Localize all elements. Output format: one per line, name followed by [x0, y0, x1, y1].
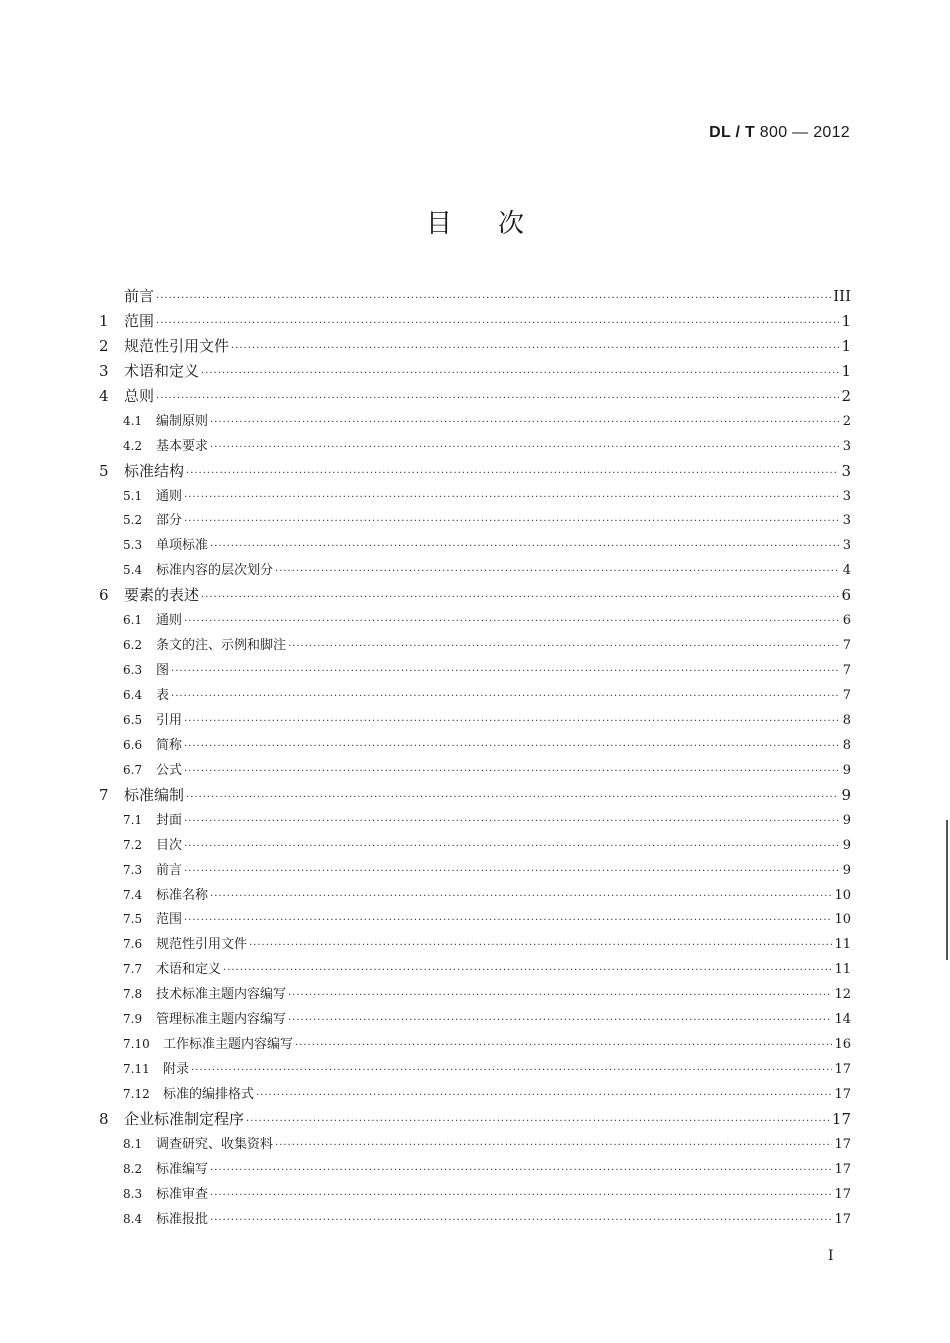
- toc-entry-page: 9: [842, 862, 851, 878]
- toc-entry-number: 4.1: [123, 413, 143, 428]
- toc-entry-number: 7.7: [123, 962, 143, 977]
- toc-entry-title: 单项标准: [156, 538, 209, 554]
- toc-entry-page: 3: [841, 461, 851, 480]
- toc-entry-number: 7.3: [123, 862, 143, 877]
- toc-entry-title: 前言: [124, 287, 155, 305]
- toc-leader-dots: [156, 387, 839, 412]
- toc-entry-number: 4: [99, 386, 109, 405]
- standard-code-prefix: DL / T: [709, 124, 756, 141]
- toc-entry-number: 6.1: [123, 613, 143, 628]
- toc-entry-title: 公式: [156, 762, 183, 778]
- toc-leader-dots: [210, 885, 832, 910]
- toc-subentry[interactable]: [99, 533, 851, 558]
- toc-leader-dots: [231, 337, 839, 362]
- toc-leader-dots: [184, 510, 839, 535]
- toc-entry-number: 6.3: [123, 663, 143, 678]
- toc-entry-number: 6.6: [123, 737, 143, 752]
- toc-entry-page: 9: [842, 837, 851, 853]
- toc-entry-page: 17: [834, 1186, 851, 1202]
- toc-subentry[interactable]: [99, 733, 851, 758]
- toc-subentry[interactable]: [99, 1132, 851, 1157]
- toc-entry-title: 简称: [156, 737, 183, 753]
- table-of-contents: [99, 284, 851, 1232]
- toc-subentry[interactable]: [99, 658, 851, 683]
- toc-entry-page: 11: [834, 937, 851, 953]
- toc-entry-number: 5.2: [123, 513, 143, 528]
- toc-entry-title: 编制原则: [156, 413, 209, 429]
- toc-subentry[interactable]: [99, 434, 851, 459]
- toc-leader-dots: [210, 1159, 832, 1184]
- toc-subentry[interactable]: [99, 1207, 851, 1232]
- toc-entry-number: 7.1: [123, 812, 143, 827]
- toc-subentry[interactable]: [99, 708, 851, 733]
- toc-leader-dots: [275, 560, 839, 585]
- toc-entry-title: 标准编写: [156, 1161, 209, 1177]
- toc-leader-dots: [184, 909, 832, 934]
- toc-entry[interactable]: [99, 384, 851, 409]
- toc-entry-number: 4.2: [123, 438, 143, 453]
- toc-leader-dots: [184, 735, 839, 760]
- toc-entry-number: 8.3: [123, 1186, 143, 1201]
- toc-subentry[interactable]: [99, 508, 851, 533]
- toc-subentry[interactable]: [99, 932, 851, 957]
- toc-subentry[interactable]: [99, 633, 851, 658]
- toc-entry-page: 17: [834, 1211, 851, 1227]
- toc-entry-number: 8: [99, 1109, 109, 1128]
- toc-entry-title: 封面: [156, 812, 183, 828]
- toc-leader-dots: [171, 660, 839, 685]
- toc-entry-page: 11: [834, 962, 851, 978]
- toc-entry-page: 9: [842, 762, 851, 778]
- toc-entry-number: 8.4: [123, 1211, 143, 1226]
- toc-entry-number: 6.2: [123, 638, 143, 653]
- toc-entry-page: 3: [842, 488, 851, 504]
- toc-subentry[interactable]: [99, 858, 851, 883]
- toc-leader-dots: [191, 1059, 832, 1084]
- toc-leader-dots: [210, 411, 839, 436]
- toc-leader-dots: [288, 635, 839, 660]
- toc-subentry[interactable]: [99, 758, 851, 783]
- toc-leader-dots: [184, 610, 839, 635]
- toc-entry-title: 图: [156, 663, 170, 679]
- toc-entry-number: 6.7: [123, 762, 143, 777]
- toc-entry-title: 部分: [156, 513, 183, 529]
- toc-entry-title: 调查研究、收集资料: [156, 1136, 274, 1152]
- toc-subentry[interactable]: [99, 957, 851, 982]
- toc-entry-page: 10: [834, 887, 851, 903]
- toc-entry-title: 标准的编排格式: [163, 1087, 255, 1102]
- toc-subentry[interactable]: [99, 833, 851, 858]
- toc-entry-page: 1: [841, 361, 851, 380]
- toc-leader-dots: [171, 685, 839, 710]
- toc-leader-dots: [184, 810, 839, 835]
- toc-entry[interactable]: [99, 583, 851, 608]
- toc-entry-page: 4: [842, 563, 851, 579]
- toc-entry-page: 6: [841, 586, 851, 605]
- toc-entry-page: 1: [841, 311, 851, 330]
- toc-leader-dots: [288, 1009, 832, 1034]
- toc-entry-page: 14: [834, 1012, 851, 1028]
- toc-entry[interactable]: [99, 1107, 851, 1132]
- toc-entry-title: 管理标准主题内容编写: [156, 1012, 287, 1028]
- toc-entry-page: 3: [842, 438, 851, 454]
- toc-leader-dots: [249, 934, 832, 959]
- toc-entry-page: 17: [834, 1161, 851, 1177]
- toc-entry-title: 范围: [124, 311, 155, 330]
- toc-entry-title: 通则: [156, 613, 183, 629]
- toc-entry-number: 7.11: [123, 1062, 150, 1077]
- toc-entry-number: 7.12: [123, 1087, 150, 1101]
- toc-leader-dots: [210, 1184, 832, 1209]
- toc-entry[interactable]: [99, 334, 851, 359]
- standard-code-number: 800 — 2012: [755, 124, 850, 141]
- toc-entry-title: 附录: [163, 1062, 190, 1078]
- toc-entry-number: 5.4: [123, 563, 143, 578]
- toc-entry-title: 标准报批: [156, 1211, 209, 1227]
- toc-subentry[interactable]: [99, 982, 851, 1007]
- toc-entry-number: 8.1: [123, 1136, 143, 1151]
- toc-entry-title: 标准结构: [124, 461, 185, 480]
- toc-subentry[interactable]: [99, 1057, 851, 1082]
- toc-entry-number: 7.9: [123, 1012, 143, 1027]
- toc-leader-dots: [295, 1034, 832, 1059]
- toc-subentry[interactable]: [99, 1182, 851, 1207]
- toc-entry-title: 规范性引用文件: [156, 937, 248, 953]
- toc-entry-number: 7.5: [123, 912, 143, 927]
- toc-entry-title: 表: [156, 688, 170, 703]
- toc-entry-number: 7.8: [123, 987, 143, 1002]
- toc-leader-dots: [275, 1134, 832, 1159]
- toc-entry-title: 标准名称: [156, 887, 209, 903]
- toc-entry-title: 目次: [156, 837, 183, 853]
- toc-subentry[interactable]: [99, 907, 851, 932]
- toc-leader-dots: [184, 486, 839, 511]
- toc-subentry[interactable]: [99, 683, 851, 708]
- toc-entry-title: 要素的表述: [124, 586, 200, 605]
- toc-subentry[interactable]: [99, 1032, 851, 1057]
- toc-entry-page: 8: [842, 737, 851, 753]
- toc-entry-number: 6.5: [123, 712, 143, 727]
- toc-subentry[interactable]: [99, 1007, 851, 1032]
- toc-leader-dots: [256, 1084, 832, 1109]
- toc-subentry[interactable]: [99, 558, 851, 583]
- toc-entry-page: 3: [842, 513, 851, 529]
- toc-subentry[interactable]: [99, 883, 851, 908]
- toc-entry-page: 17: [831, 1109, 851, 1128]
- toc-leader-dots: [288, 984, 832, 1009]
- toc-leader-dots: [184, 835, 839, 860]
- toc-entry-page: 2: [842, 413, 851, 429]
- toc-entry-number: 7: [99, 785, 109, 804]
- toc-entry-page: 8: [842, 712, 851, 728]
- toc-entry-number: 3: [99, 361, 109, 380]
- toc-leader-dots: [186, 786, 839, 811]
- toc-entry-number: 6.4: [123, 688, 143, 702]
- toc-leader-dots: [156, 312, 839, 337]
- toc-leader-dots: [186, 462, 839, 487]
- toc-leader-dots: [210, 535, 839, 560]
- toc-entry-page: 7: [842, 688, 851, 703]
- toc-entry-number: 5.3: [123, 538, 143, 553]
- toc-leader-dots: [184, 860, 839, 885]
- toc-leader-dots: [223, 959, 832, 984]
- toc-leader-dots: [156, 287, 831, 312]
- toc-entry-title: 标准编制: [124, 785, 185, 804]
- toc-entry-page: 12: [834, 987, 851, 1003]
- toc-entry-page: 10: [834, 912, 851, 928]
- page-number: I: [828, 1248, 834, 1264]
- toc-subentry[interactable]: [99, 1157, 851, 1182]
- toc-entry-page: 9: [842, 812, 851, 828]
- toc-subentry[interactable]: [99, 608, 851, 633]
- toc-entry-title: 工作标准主题内容编写: [163, 1037, 294, 1053]
- toc-entry-page: 17: [834, 1136, 851, 1152]
- toc-entry-title: 术语和定义: [156, 962, 222, 978]
- toc-entry-page: 6: [842, 613, 851, 629]
- toc-entry-number: 1: [99, 311, 109, 330]
- toc-leader-dots: [210, 1209, 832, 1234]
- toc-entry[interactable]: [99, 284, 851, 309]
- toc-entry-title: 总则: [124, 386, 155, 405]
- toc-entry-title: 引用: [156, 712, 183, 728]
- toc-entry-title: 范围: [156, 912, 183, 928]
- toc-entry-page: 2: [841, 386, 851, 405]
- toc-entry-title: 标准审查: [156, 1186, 209, 1202]
- toc-entry-title: 技术标准主题内容编写: [156, 987, 287, 1003]
- toc-entry-number: 5: [99, 461, 109, 480]
- toc-entry-number: 8.2: [123, 1161, 143, 1176]
- toc-subentry[interactable]: [99, 409, 851, 434]
- toc-leader-dots: [246, 1110, 830, 1135]
- toc-entry-title: 前言: [156, 862, 183, 878]
- toc-entry-title: 标准内容的层次划分: [156, 563, 274, 579]
- standard-code: [709, 124, 850, 142]
- toc-entry-title: 基本要求: [156, 438, 209, 454]
- toc-entry-title: 规范性引用文件: [124, 336, 230, 355]
- toc-entry-page: 3: [842, 538, 851, 554]
- toc-entry[interactable]: [99, 783, 851, 808]
- toc-entry[interactable]: [99, 359, 851, 384]
- toc-entry-page: 17: [834, 1062, 851, 1078]
- toc-title: 目次: [425, 209, 570, 239]
- toc-leader-dots: [201, 362, 839, 387]
- toc-entry-page: 7: [842, 638, 851, 654]
- toc-entry-title: 条文的注、示例和脚注: [156, 638, 287, 654]
- toc-leader-dots: [210, 436, 839, 461]
- toc-entry-page: 9: [841, 785, 851, 804]
- toc-entry-page: 16: [834, 1037, 851, 1053]
- toc-entry-page: 1: [841, 336, 851, 355]
- toc-entry-title: 术语和定义: [124, 361, 200, 380]
- toc-entry-page: 7: [842, 663, 851, 679]
- toc-leader-dots: [184, 710, 839, 735]
- scan-edge-mark: [946, 820, 948, 960]
- toc-subentry[interactable]: [99, 484, 851, 509]
- toc-leader-dots: [201, 586, 839, 611]
- toc-entry-title: 企业标准制定程序: [124, 1109, 245, 1128]
- toc-entry-number: 6: [99, 586, 109, 605]
- toc-entry-number: 7.6: [123, 937, 143, 952]
- toc-entry[interactable]: [99, 459, 851, 484]
- toc-subentry[interactable]: [99, 1082, 851, 1107]
- toc-entry-number: 5.1: [123, 488, 143, 503]
- toc-entry-title: 通则: [156, 488, 183, 504]
- toc-entry-number: 7.10: [123, 1037, 150, 1052]
- toc-entry-number: 7.2: [123, 837, 143, 852]
- toc-leader-dots: [184, 760, 839, 785]
- toc-entry-number: 7.4: [123, 887, 143, 902]
- toc-entry-page: III: [833, 287, 851, 305]
- toc-entry-number: 2: [99, 336, 109, 355]
- toc-entry-page: 17: [834, 1087, 851, 1102]
- toc-subentry[interactable]: [99, 808, 851, 833]
- toc-entry[interactable]: [99, 309, 851, 334]
